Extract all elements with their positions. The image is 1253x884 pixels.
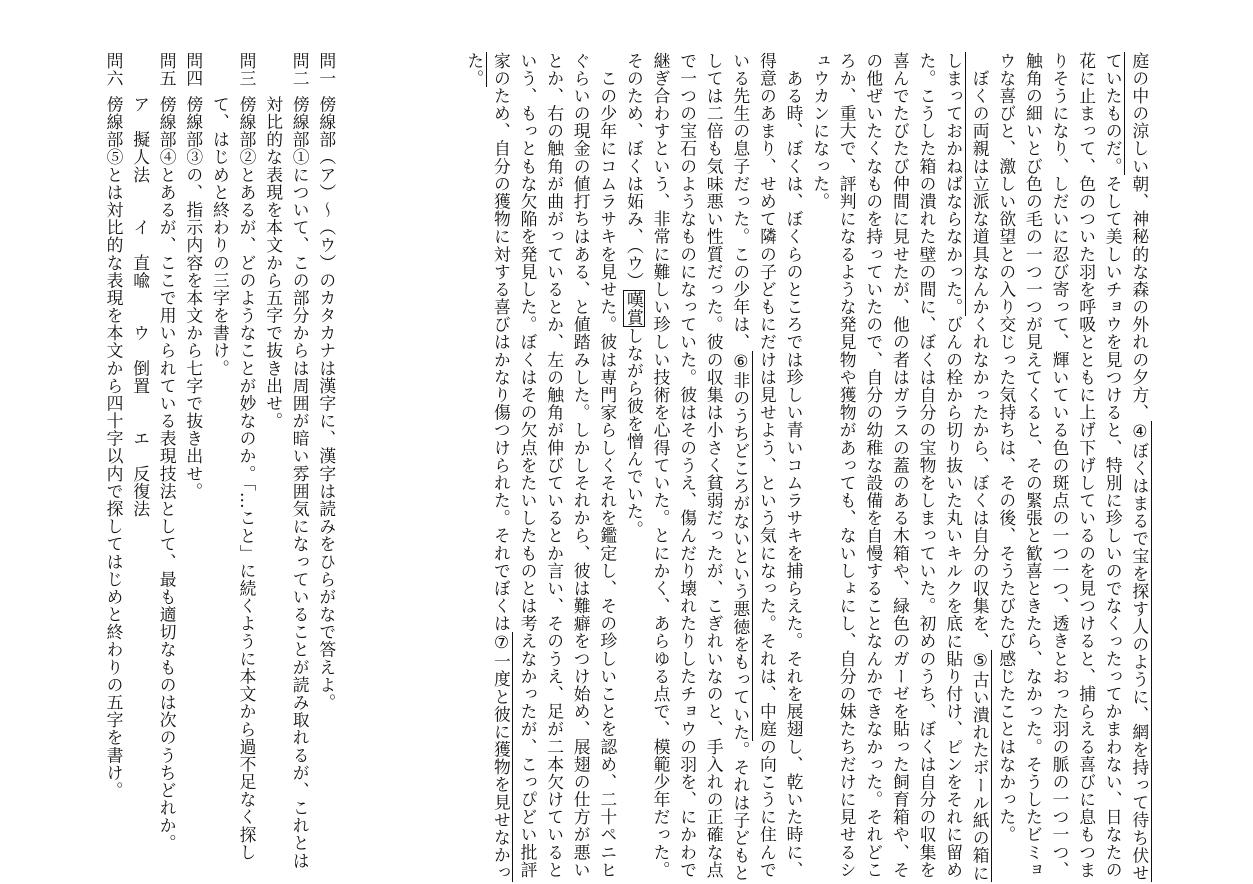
underlined-phrase: ④ xyxy=(1129,421,1150,443)
question-line xyxy=(132,52,149,518)
passage-line xyxy=(1051,52,1068,879)
passage-line xyxy=(759,52,776,879)
question-number: 問四 xyxy=(183,52,204,88)
underlined-phrase: ⑤ xyxy=(970,650,991,671)
passage-line xyxy=(599,52,616,879)
text-run: 得意のあまり、せめて隣の子どもにだけは見せよう、という気になった。それは、中庭の向こうに住んで xyxy=(757,52,778,879)
text-run: た。こうした箱の潰れた壁の間に、ぼくは自分の宝物をしまっていた。初めのうち、ぼくは自分の収集を xyxy=(916,52,937,879)
text-run: 家のため、自分の獲物に対する喜びはかなり傷つけられた。それでぼくは xyxy=(491,52,512,633)
text-run: で一つの宝石のようなものになっていた。彼はそのうえ、傷んだり壊れたりしたチョウの羽を、にかわで xyxy=(677,52,698,879)
passage-line xyxy=(1078,52,1095,879)
text-run: ぐらいの現金の値打ちはある、と値踏みした。しかしそれから、彼は難癖をつけ始め、展翅の仕方が悪い xyxy=(571,52,592,879)
underlined-phrase: ぼくはまるで宝を探す人のように、網を持って待ち伏せ xyxy=(1129,442,1150,882)
passage-line xyxy=(918,52,935,879)
passage-line xyxy=(945,52,962,879)
passage-line xyxy=(998,52,1015,844)
underlined-phrase: ⑦一度と彼に獲物を見せなかっ xyxy=(491,632,512,882)
passage-line xyxy=(1131,52,1148,882)
question-text: 傍線部②とあるが、どのようなことが妙なのか。「…こと」に続くように本文から過不足なく探し xyxy=(236,95,257,862)
text-run: 触角の細いとび色の毛の一つ一つが見えてくると、その緊張と歓喜ときたら、なかった。そうしたビミョ xyxy=(1023,52,1044,879)
question-number: 問二 xyxy=(290,52,311,88)
text-run: ウな喜びと、激しい欲望との入り交じった気持ちは、その後、そうたびたび感じたことはなかった。 xyxy=(996,52,1017,844)
passage-line xyxy=(626,52,643,538)
question-number: 問六 xyxy=(103,52,124,88)
text-run: 継ぎ合わすという、非常に難しい珍しい技術を心得ていた。とにかく、あらゆる点で、模範少年だった。 xyxy=(650,52,671,879)
text-run: 。それは子どもと xyxy=(730,741,751,882)
underlined-phrase: 古い潰れたボール紙の箱に xyxy=(970,670,991,882)
passage-line xyxy=(1103,52,1124,879)
text-run: の他ぜいたくなものを持っていたので、自分の幼稚な設備を自慢することなんかできなかった。それどこ xyxy=(863,52,884,879)
text-run: この少年にコムラサキを見せた。彼は専門家らしくそれを鑑定し、その珍しいことを認め、二十ペニヒ xyxy=(597,52,618,879)
passage-line xyxy=(1025,52,1042,879)
text-run: 庭の中の涼しい朝、神秘的な森の外れの夕方、 xyxy=(1129,52,1150,422)
passage-line xyxy=(519,52,536,879)
text-run: ぼくの両親は立派な道具なんかくれなかったから、ぼくは自分の収集を、 xyxy=(970,52,991,651)
text-run: しながら彼を憎んでいた。 xyxy=(624,327,645,539)
question-text: 傍線部⑤とは対比的な表現を本文から四十字以内で探してはじめと終わりの五字を書け。 xyxy=(103,95,124,800)
passage-line xyxy=(546,52,563,879)
passage-line xyxy=(892,52,909,879)
question-line xyxy=(105,52,122,799)
text-run: そして美しいチョウを見つけると、特別に珍しいのでなくったってかまわない、日なたの xyxy=(1103,175,1124,879)
underlined-phrase: た。 xyxy=(464,52,485,88)
question-text: 傍線部（ア）〜（ウ）のカタカナは漢字に、漢字は読みをひらがなで答えよ。 xyxy=(316,95,337,712)
text-run: びんの栓から切り抜いた丸いキルクを底に貼り付け、ピンをそれに留め xyxy=(943,315,964,879)
text-run: ろか、重大で、評判になるような発見物や獲物があっても、ないしょにし、自分の妹たちだけに見せるシ xyxy=(837,52,858,879)
passage-line xyxy=(970,52,991,882)
text-run: 喜んでたびたび仲間に見せたが、他の者はガラスの蓋のある木箱や、緑色のガーゼを貼った飼育箱や、そ xyxy=(890,52,911,879)
question-number: 問一 xyxy=(316,52,337,88)
passage-line xyxy=(466,52,483,87)
underlined-phrase: しまっておかねばならなかった。 xyxy=(943,52,964,316)
question-text: 対比的な表現を本文から五字で抜き出せ。 xyxy=(263,95,284,430)
question-text: 傍線部④とあるが、ここで用いられている表現技法として、最も適切なものは次のうちどれか。 xyxy=(157,95,178,853)
question-number: 問五 xyxy=(157,52,178,88)
question-line xyxy=(238,52,255,861)
passage-line xyxy=(652,52,669,879)
passage-line xyxy=(812,52,829,210)
passage-line xyxy=(571,52,592,879)
question-line xyxy=(318,52,335,711)
question-line xyxy=(157,52,178,853)
passage-line xyxy=(732,52,749,882)
question-line xyxy=(290,52,311,870)
question-text: ア 擬人法 イ 直喩 ウ 倒置 エ 反復法 xyxy=(130,95,151,518)
text-run: しては二倍も気味悪い性質だった。彼の収集は小さく貧弱だったが、こぎれいなのと、手入れの正確な点 xyxy=(704,52,725,879)
passage-line xyxy=(493,52,510,882)
text-run: とか、右の触角が曲がっているとか、左の触角が伸びているとか言い、そのうえ、足が二本欠けていると xyxy=(544,52,565,879)
passage-line xyxy=(679,52,696,879)
boxed-word: 嘆賞 xyxy=(624,290,645,327)
question-line xyxy=(212,52,229,377)
passage-line xyxy=(865,52,882,879)
text-run: りそうになり、しだいに忍び寄って、輝いている色の斑点の一つ一つ、透きとおった羽の脈の一つ一つ、 xyxy=(1049,52,1070,879)
question-number: 問三 xyxy=(236,52,257,88)
text-run: 花に止まって、色のついた羽を呼吸とともに上げ下げしているのを見つけると、捕らえる喜びに息もつま xyxy=(1076,52,1097,879)
text-run: いる先生の息子だった。この少年は、 xyxy=(730,52,751,352)
underlined-phrase: ⑥非のうちどころがないという悪徳をもっていた xyxy=(730,351,751,742)
passage-line xyxy=(785,52,802,879)
passage-line xyxy=(704,52,725,879)
question-line xyxy=(185,52,202,500)
text-run: そのため、ぼくは妬み、（ウ） xyxy=(624,52,645,290)
question-text: 傍線部①について、この部分からは周囲が暗い雰囲気になっていることが読み取れるが、これとは xyxy=(290,95,311,870)
underlined-phrase: ていたものだ。 xyxy=(1103,52,1124,176)
passage-line xyxy=(837,52,858,879)
text-run: ュウカンになった。 xyxy=(810,52,831,211)
question-line xyxy=(265,52,282,430)
question-text: て、はじめと終わりの三字を書け。 xyxy=(210,95,231,378)
question-text: 傍線部③の、指示内容を本文から七字で抜き出せ。 xyxy=(183,95,204,501)
text-run: ある時、ぼくは、ぼくらのところでは珍しい青いコムラサキを捕らえた。それを展翅し、乾いた時に、 xyxy=(783,52,804,879)
text-run: いう、もっともな欠陥を発見した。ぼくはその欠点をたいしたものとは考えなかったが、こっぴどい批評 xyxy=(517,52,538,879)
